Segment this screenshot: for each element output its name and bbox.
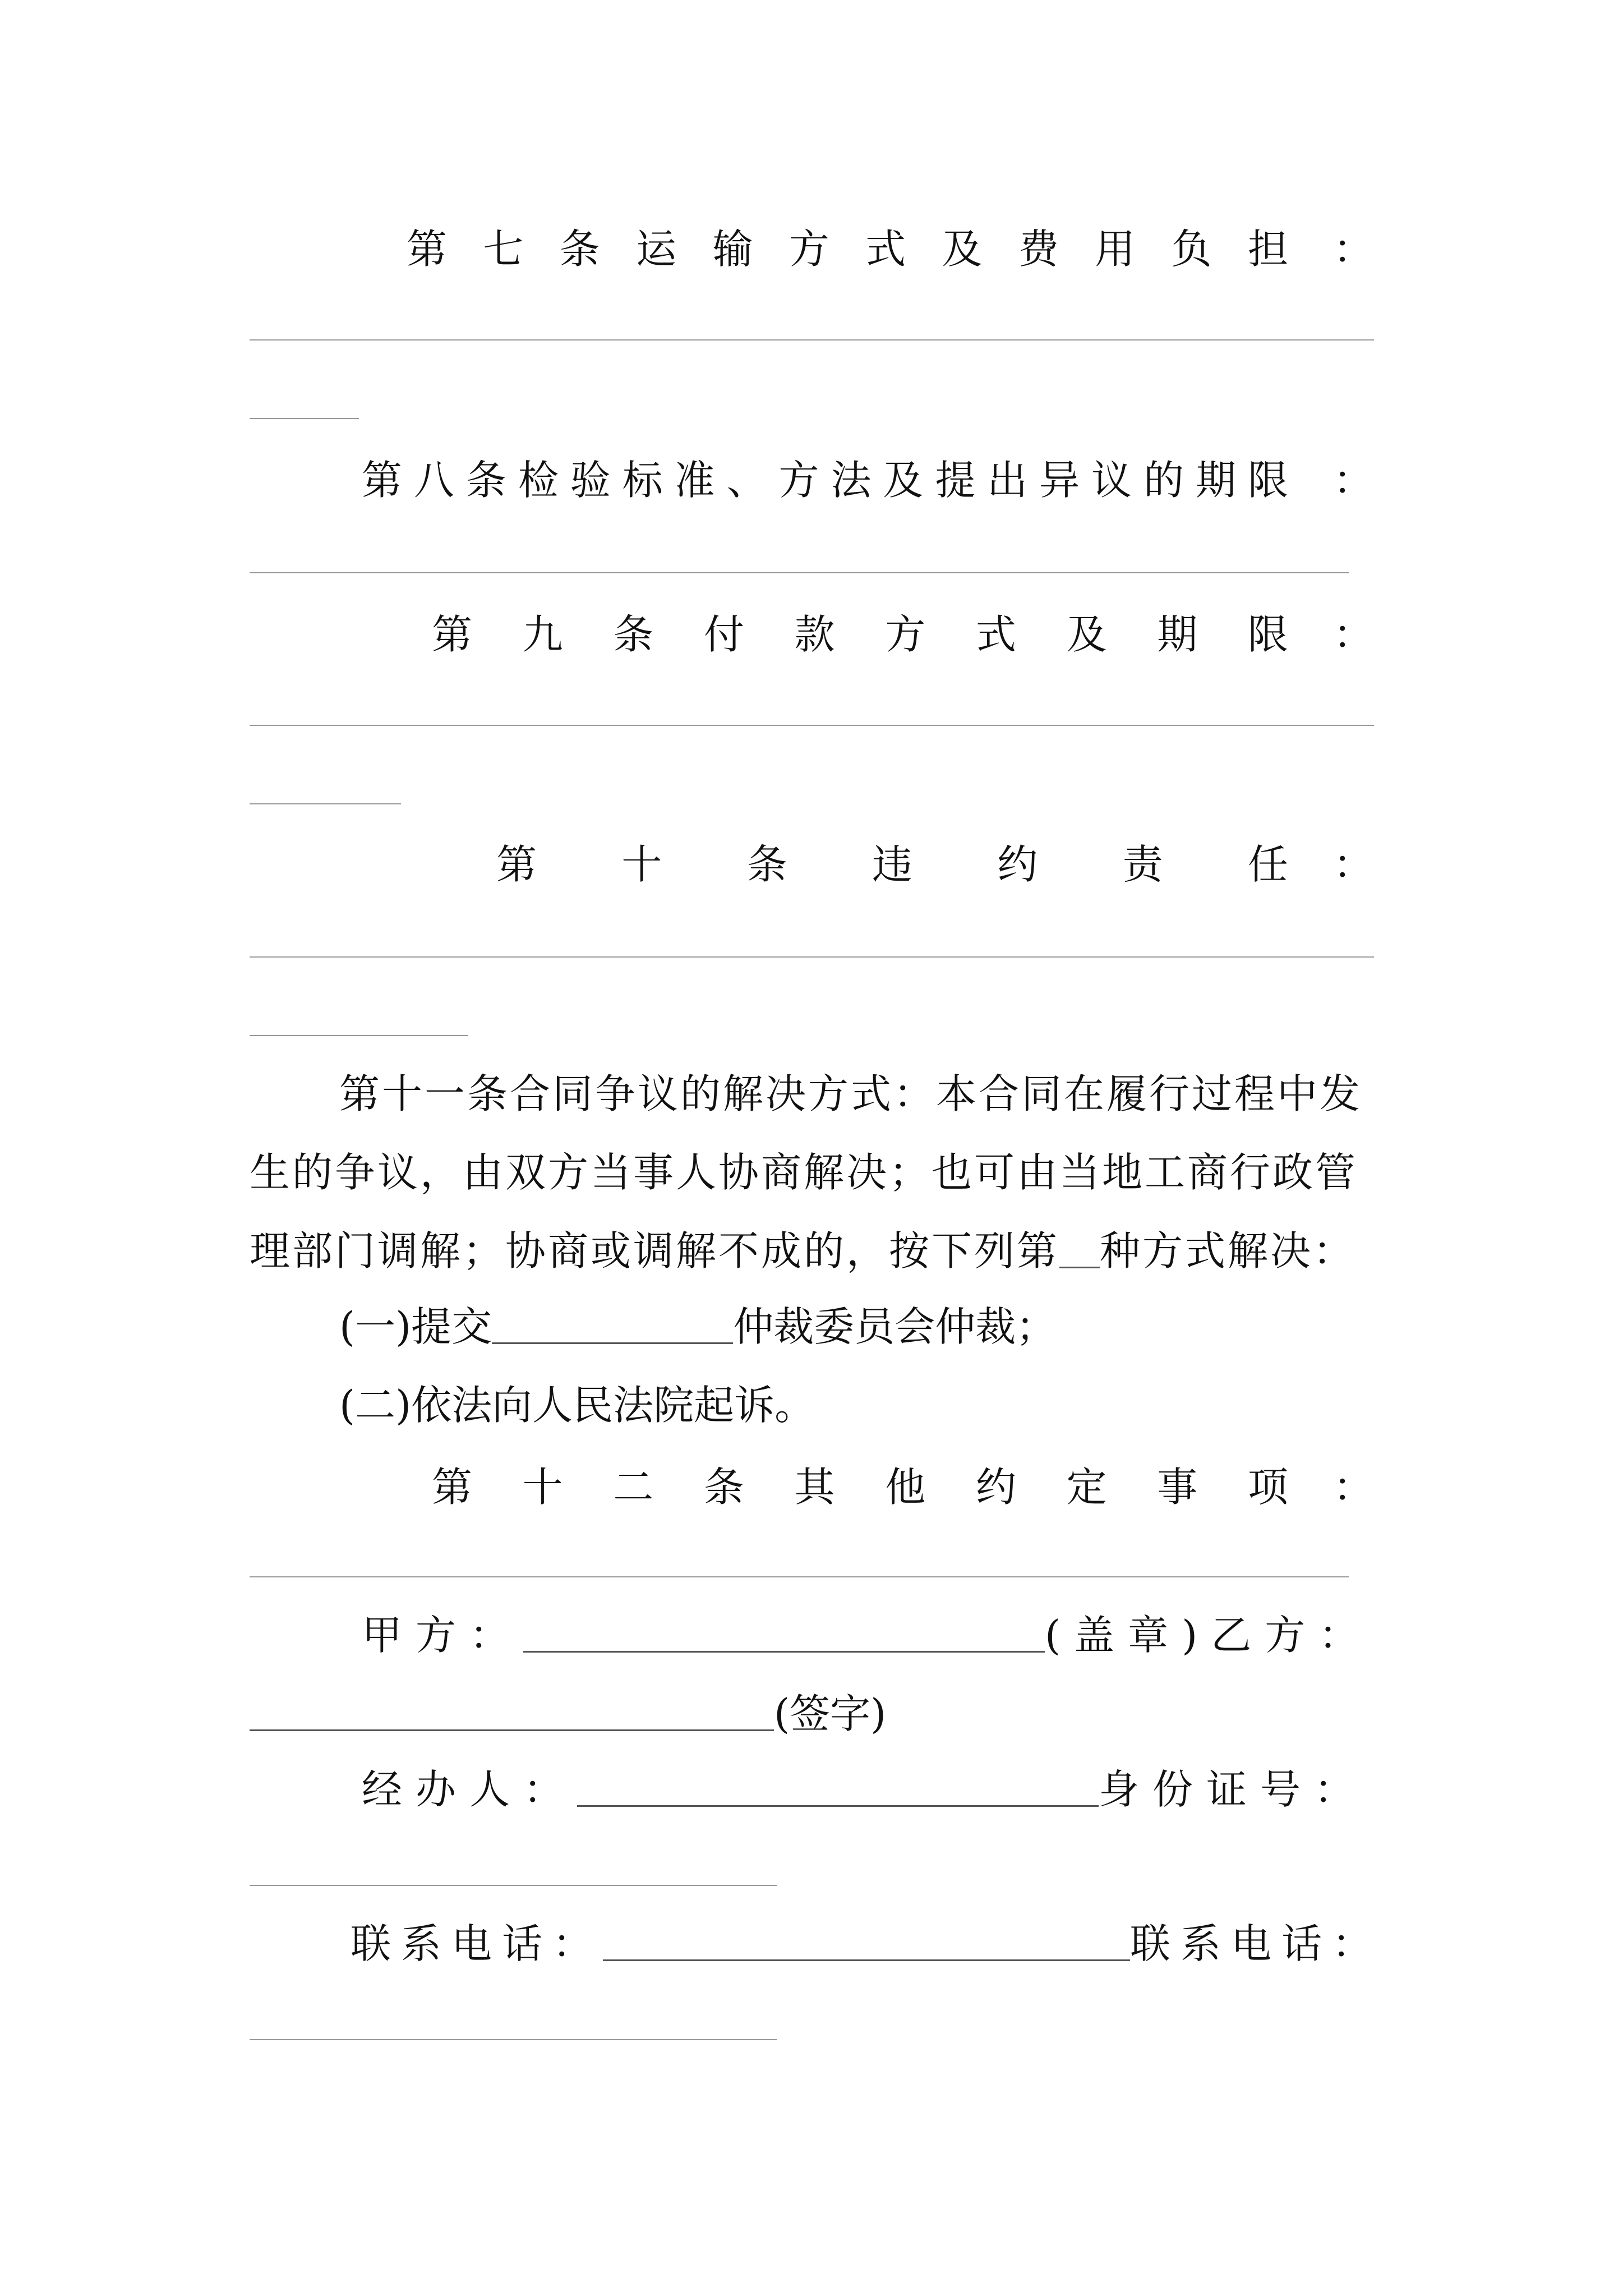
id-number-rule: [250, 1885, 777, 1886]
article-8-rule: [250, 572, 1349, 573]
party-b-blank: [250, 1685, 774, 1731]
agent-label: 经办人：: [362, 1766, 578, 1813]
arbitration-option-prefix: (一)提交: [339, 1303, 492, 1350]
signature-label: (签字): [774, 1690, 887, 1737]
art9-label: 第 九 条 付 款 方 式 及 期 限: [432, 611, 1288, 658]
article-11-line-1: 第十一条合同争议的解决方式：本合同在履行过程中发: [339, 1070, 1363, 1117]
article-8-heading: [362, 443, 1373, 510]
id-number-label: 身份证号：: [1099, 1766, 1368, 1813]
art7-colon: ：: [1332, 226, 1373, 273]
phone-b-rule: [250, 2039, 777, 2040]
article-10-rule-short: [250, 1035, 468, 1036]
party-a-line: [362, 1602, 1372, 1669]
article-7-rule: [250, 339, 1374, 341]
article-11-line-2: 生的争议，由双方当事人协商解决；也可由当地工商行政管: [250, 1149, 1358, 1196]
article-7-heading: [407, 212, 1373, 279]
article-9-heading: [432, 597, 1373, 665]
art12-label: 第 十 二 条 其 他 约 定 事 项: [432, 1464, 1288, 1511]
phone-line: [351, 1910, 1382, 1977]
party-a-blank: [523, 1606, 1045, 1653]
article-12-rule: [250, 1576, 1349, 1577]
art12-colon: ：: [1332, 1464, 1373, 1511]
article-9-rule-short: [250, 803, 401, 804]
method-number-blank: [1059, 1222, 1100, 1268]
article-9-rule: [250, 725, 1374, 726]
article-10-rule: [250, 956, 1374, 958]
art7-label: 第 七 条 运 输 方 式 及 费 用 负 担: [407, 226, 1288, 273]
article-11-line-3-text: 理部门调解；协商或调解不成的，按下列第: [250, 1227, 1060, 1274]
article-7-rule-short: [250, 418, 359, 419]
phone-a-label: 联系电话：: [351, 1920, 603, 1967]
art10-colon: ：: [1332, 841, 1373, 888]
signature-line: [250, 1680, 886, 1747]
arbitration-option-suffix: 仲裁委员会仲裁；: [733, 1303, 1057, 1350]
art10-label: 第 十 条 违 约 责 任: [496, 841, 1288, 888]
phone-b-label: 联系电话：: [1130, 1920, 1383, 1967]
art8-colon: ：: [1332, 457, 1373, 504]
art8-label: 第 八 条 检 验 标 准 、 方 法 及 提 出 异 议 的 期 限: [362, 457, 1288, 504]
article-10-heading: [496, 827, 1373, 895]
arbitration-committee-blank: [492, 1297, 733, 1344]
agent-blank: [577, 1760, 1099, 1807]
article-11-line-3-text-end: 种方式解决：: [1100, 1227, 1356, 1274]
party-a-label: 甲方：: [362, 1612, 524, 1659]
seal-party-b-label: (盖章)乙方：: [1045, 1612, 1373, 1659]
phone-a-blank: [603, 1915, 1130, 1961]
art9-colon: ：: [1332, 611, 1373, 658]
article-11-line-3: [250, 1217, 1355, 1285]
litigation-option: (二)依法向人民法院起诉。: [339, 1382, 815, 1429]
agent-line: [362, 1756, 1368, 1823]
arbitration-option: [339, 1293, 1056, 1360]
article-12-heading: [432, 1450, 1373, 1517]
